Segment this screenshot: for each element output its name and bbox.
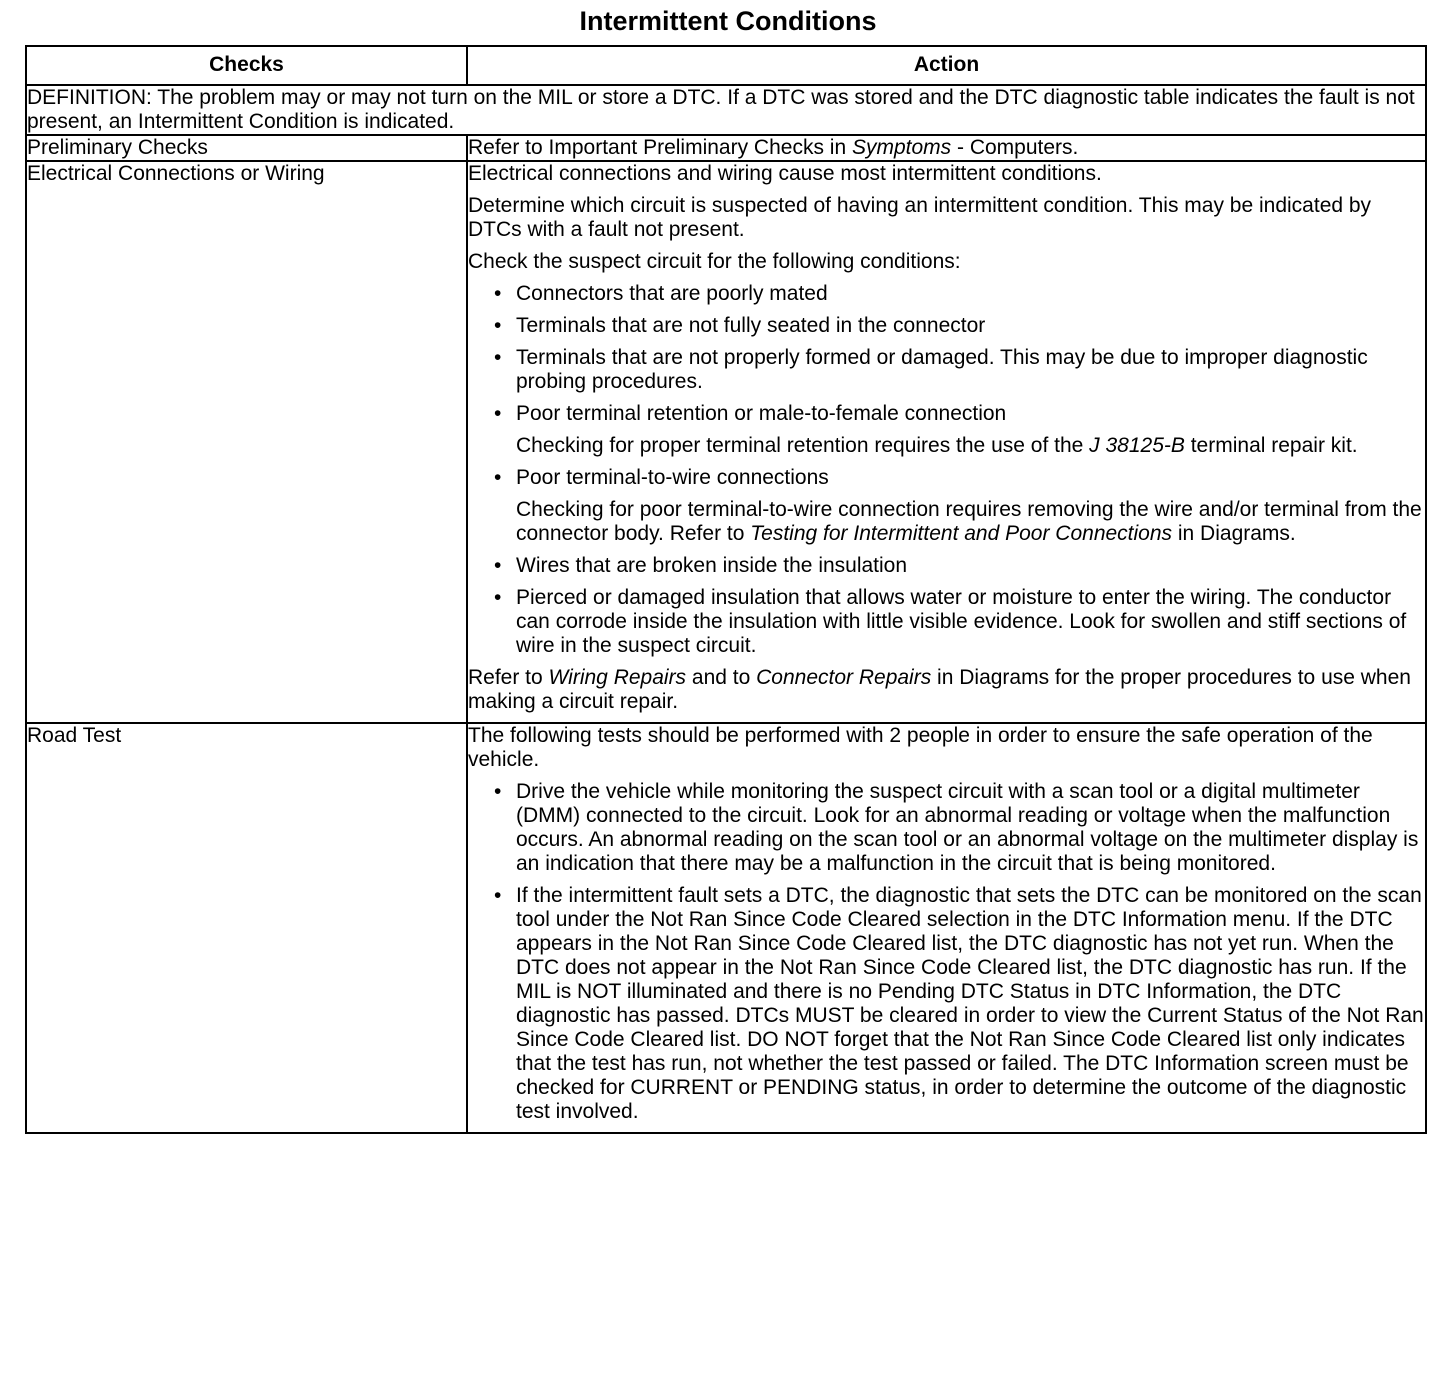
repairs-text: Refer to xyxy=(468,666,549,689)
tool-reference: J 38125-B xyxy=(1089,434,1185,457)
list-item-text: Poor terminal-to-wire connections xyxy=(516,466,829,489)
list-item-text: Drive the vehicle while monitoring the suspect circuit with a scan tool or a digital multimeter (DMM) connected to the circuit. Look for an abnormal reading or voltage when the malfunction occurs. An abnormal reading on the scan tool or an abnormal voltage on the multimeter display is an indication that there may be a malfunction in the circuit that is being monitored. xyxy=(516,780,1419,875)
list-item xyxy=(494,554,1425,578)
page-title: Intermittent Conditions xyxy=(579,6,877,36)
symptoms-reference: Symptoms xyxy=(851,136,952,159)
list-item-text: Terminals that are not fully seated in the connector xyxy=(516,314,986,337)
retention-note xyxy=(516,434,1425,458)
preliminary-action xyxy=(467,135,1426,161)
electrical-para-4 xyxy=(468,666,1425,714)
list-item xyxy=(494,466,1425,546)
bullet-icon: • xyxy=(494,466,502,489)
action-header: Action xyxy=(467,46,1426,85)
list-item-text: Wires that are broken inside the insulation xyxy=(516,554,908,577)
bullet-icon: • xyxy=(494,402,502,425)
connection-note-suffix: in Diagrams. xyxy=(1172,522,1296,545)
road-test-check: Road Test xyxy=(26,723,467,1133)
electrical-para-2: Determine which circuit is suspected of having an intermittent condition. This may be indicated by DTCs with a fault not present. xyxy=(468,194,1372,241)
list-item-text: Poor terminal retention or male-to-female connection xyxy=(516,402,1007,425)
repairs-text-suffix: in Diagrams for the proper procedures to use when making a circuit repair. xyxy=(468,666,1411,713)
retention-note-text: Checking for proper terminal retention requires the use of the xyxy=(516,434,1090,457)
bullet-icon: • xyxy=(494,346,502,369)
connection-note xyxy=(516,498,1425,546)
preliminary-check: Preliminary Checks xyxy=(26,135,467,161)
checks-header: Checks xyxy=(26,46,467,85)
list-item xyxy=(494,346,1425,394)
list-item xyxy=(494,314,1425,338)
list-item-text: Terminals that are not properly formed or damaged. This may be due to improper diagnostic probing procedures. xyxy=(516,346,1368,393)
retention-note-suffix: terminal repair kit. xyxy=(1184,434,1358,457)
road-test-action xyxy=(467,723,1426,1133)
definition-row xyxy=(26,85,1426,135)
connector-repairs-reference: Connector Repairs xyxy=(756,666,932,689)
electrical-para-3: Check the suspect circuit for the following conditions: xyxy=(468,250,961,273)
preliminary-action-suffix: - Computers. xyxy=(951,136,1079,159)
intermittent-conditions-table xyxy=(25,45,1427,1134)
bullet-icon: • xyxy=(494,314,502,337)
list-item xyxy=(494,402,1425,458)
testing-reference: Testing for Intermittent and Poor Connections xyxy=(750,522,1173,545)
definition-text: DEFINITION: The problem may or may not turn on the MIL or store a DTC. If a DTC was stored and the DTC diagnostic table indicates the fault is not present, an Intermittent Condition is indicated. xyxy=(26,85,1426,135)
list-item xyxy=(494,884,1425,1124)
list-item xyxy=(494,282,1425,306)
list-item-text: Connectors that are poorly mated xyxy=(516,282,828,305)
electrical-check: Electrical Connections or Wiring xyxy=(26,161,467,723)
wiring-repairs-reference: Wiring Repairs xyxy=(548,666,687,689)
header-row xyxy=(26,46,1426,85)
list-item xyxy=(494,780,1425,876)
bullet-icon: • xyxy=(494,780,502,803)
bullet-icon: • xyxy=(494,586,502,609)
preliminary-row xyxy=(26,135,1426,161)
bullet-icon: • xyxy=(494,282,502,305)
list-item xyxy=(494,586,1425,658)
electrical-action xyxy=(467,161,1426,723)
repairs-text-mid: and to xyxy=(686,666,757,689)
electrical-conditions-list xyxy=(468,282,1425,658)
list-item-text: Pierced or damaged insulation that allows water or moisture to enter the wiring. The conductor can corrode inside the insulation with little visible evidence. Look for swollen and stiff sections of wire in the suspect circuit. xyxy=(516,586,1407,657)
connection-note-text: Checking for poor terminal-to-wire connection requires removing the wire and/or terminal from the connector body. Refer to xyxy=(516,498,1422,545)
road-test-list xyxy=(468,780,1425,1124)
bullet-icon: • xyxy=(494,884,502,907)
preliminary-action-text: Refer to Important Preliminary Checks in xyxy=(468,136,852,159)
list-item-text: If the intermittent fault sets a DTC, the diagnostic that sets the DTC can be monitored on the scan tool under the Not Ran Since Code Cleared selection in the DTC Information menu. If the DTC appears in the Not Ran Since Code Cleared list, the DTC diagnostic has not yet run. When the DTC does not appear in the Not Ran Since Code Cleared list, the DTC diagnostic has run. If the MIL is NOT illuminated and there is no Pending DTC Status in DTC Information, the DTC diagnostic has passed. DTCs MUST be cleared in order to view the Current Status of the Not Ran Since Code Cleared list. DO NOT forget that the Not Ran Since Code Cleared list only indicates that the test has run, not whether the test passed or failed. The DTC Information screen must be checked for CURRENT or PENDING status, in order to determine the outcome of the diagnostic test involved. xyxy=(516,884,1424,1123)
electrical-row xyxy=(26,161,1426,723)
road-test-para-1: The following tests should be performed with 2 people in order to ensure the safe operation of the vehicle. xyxy=(468,724,1373,771)
electrical-para-1: Electrical connections and wiring cause most intermittent conditions. xyxy=(468,162,1102,185)
road-test-row xyxy=(26,723,1426,1133)
bullet-icon: • xyxy=(494,554,502,577)
